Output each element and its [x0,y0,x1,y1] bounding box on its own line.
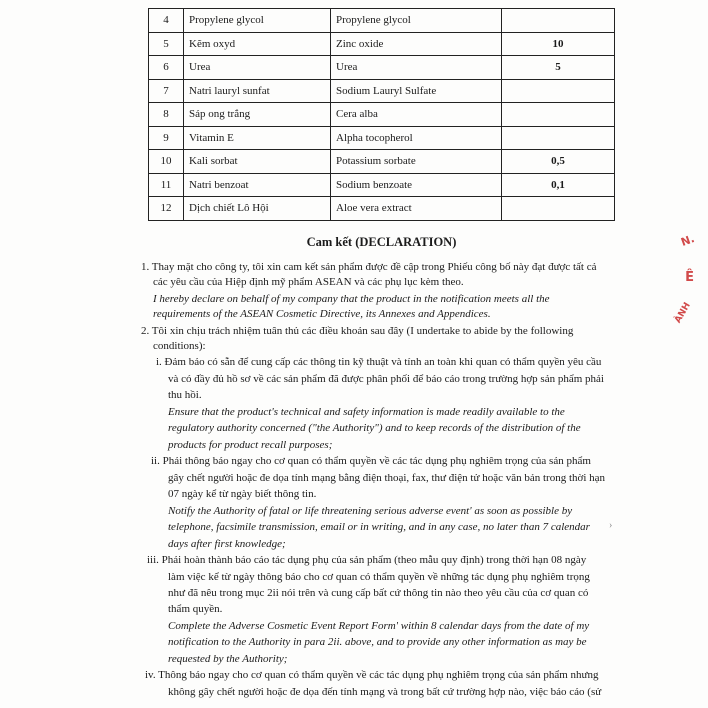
concentration-value [502,126,615,150]
concentration-value [502,103,615,127]
vietnamese-name: Propylene glycol [184,9,331,33]
vietnamese-name: Dịch chiết Lô Hội [184,197,331,221]
row-number: 6 [149,56,184,80]
concentration-value: 5 [502,56,615,80]
row-number: 7 [149,79,184,103]
declaration-line: requested by the Authority; [168,653,288,665]
vietnamese-name: Natri lauryl sunfat [184,79,331,103]
declaration-line: các yêu cầu của Hiệp định mỹ phẩm ASEAN và các phụ lục kèm theo. [153,276,464,288]
table-row [149,79,615,103]
table-row [149,9,615,33]
table-row [149,56,615,80]
inci-name: Alpha tocopherol [331,126,502,150]
margin-mark: › [609,520,613,531]
declaration-line: và có đầy đủ hồ sơ về các sản phẩm đã được phân phối để báo cáo trong trường hợp sản phẩm phải [168,373,604,385]
declaration-line: Complete the Adverse Cosmetic Event Report Form' within 8 calendar days from the date of my [168,620,590,632]
table-row [149,150,615,174]
declaration-line: requirements of the ASEAN Cosmetic Directive, its Annexes and Appendices. [153,308,491,320]
declaration-line: không gây chết người hoặc đe dọa đến tính mạng và trong bất cứ trường hợp nào, việc báo cáo (sử [168,686,602,698]
declaration-line: telephone, facsimile transmission, email or in writing, and in any case, no later than 7 calendar [168,521,590,533]
row-number: 8 [149,103,184,127]
inci-name: Aloe vera extract [331,197,502,221]
declaration-line: Ensure that the product's technical and safety information is made readily available to the [168,406,565,418]
declaration-line: products for product recall purposes; [168,439,333,451]
declaration-line: conditions): [153,340,206,352]
row-number: 12 [149,197,184,221]
concentration-value: 0,1 [502,173,615,197]
table-row [149,126,615,150]
declaration-line: gây chết người hoặc đe dọa tính mạng bằng điện thoại, fax, thư điện tử hoặc văn bản trong thời hạn [168,472,606,484]
declaration-line: thẩm quyền. [168,603,223,615]
vietnamese-name: Sáp ong trắng [184,103,331,127]
row-number: 4 [149,9,184,33]
inci-name: Propylene glycol [331,9,502,33]
stamp-fragment-1: N. [678,232,696,249]
declaration-line: I hereby declare on behalf of my company that the product in the notification meets all the [153,293,550,305]
declaration-line: ii. Phải thông báo ngay cho cơ quan có thẩm quyền về các tác dụng phụ nghiêm trọng của sản phẩm [151,455,591,467]
vietnamese-name: Natri benzoat [184,173,331,197]
vietnamese-name: Kali sorbat [184,150,331,174]
vietnamese-name: Vitamin E [184,126,331,150]
concentration-value [502,9,615,33]
stamp-fragment-3: ÀNH [673,300,693,326]
declaration-line: i. Đảm bảo có sẵn để cung cấp các thông tin kỹ thuật và tính an toàn khi quan có thẩm quyền yêu cầu [156,356,602,368]
declaration-line: notification to the Authority in para 2ii. above, and to provide any other information as may be [168,636,587,648]
vietnamese-name: Urea [184,56,331,80]
table-row [149,173,615,197]
row-number: 5 [149,32,184,56]
inci-name: Sodium Lauryl Sulfate [331,79,502,103]
concentration-value [502,197,615,221]
declaration-line: 1. Thay mặt cho công ty, tôi xin cam kết sản phẩm được đề cập trong Phiếu công bố này đạt được tất cả [141,261,597,273]
inci-name: Potassium sorbate [331,150,502,174]
declaration-line: 2. Tôi xin chịu trách nhiệm tuân thủ các điều khoản sau đây (I undertake to abide by the following [141,325,574,337]
row-number: 11 [149,173,184,197]
declaration-line: iv. Thông báo ngay cho cơ quan có thẩm quyền về các tác dụng phụ nghiêm trọng của sản phẩm nhưng [145,669,599,681]
declaration-line: regulatory authority concerned ("the Authority") and to keep records of the distribution of the [168,422,581,434]
inci-name: Urea [331,56,502,80]
declaration-line: làm việc kể từ ngày thông báo cho cơ quan có thẩm quyền về những tác dụng phụ nghiêm trọng [168,571,590,583]
declaration-line: Notify the Authority of fatal or life threatening serious adverse event' as soon as possible by [168,505,573,517]
inci-name: Cera alba [331,103,502,127]
declaration-title: Cam kết (DECLARATION) [306,235,457,249]
table-row [149,32,615,56]
ingredients-table [148,8,615,221]
concentration-value: 0,5 [502,150,615,174]
declaration-line: days after first knowledge; [168,538,286,550]
stamp-fragment-2: Ê [685,270,694,285]
declaration-line: như đã nêu trong mục 2ii nói trên và cung cấp bất cứ thông tin nào theo yêu cầu của cơ quan có [168,587,589,599]
row-number: 10 [149,150,184,174]
table-row [149,103,615,127]
table-row [149,197,615,221]
concentration-value [502,79,615,103]
inci-name: Sodium benzoate [331,173,502,197]
inci-name: Zinc oxide [331,32,502,56]
concentration-value: 10 [502,32,615,56]
declaration-line: 07 ngày kể từ ngày biết thông tin. [168,488,317,500]
declaration-line: thu hồi. [168,389,202,401]
row-number: 9 [149,126,184,150]
declaration-line: iii. Phải hoàn thành báo cáo tác dụng phụ của sản phẩm (theo mẫu quy định) trong thời hạn 08 ngày [147,554,587,566]
vietnamese-name: Kẽm oxyd [184,32,331,56]
